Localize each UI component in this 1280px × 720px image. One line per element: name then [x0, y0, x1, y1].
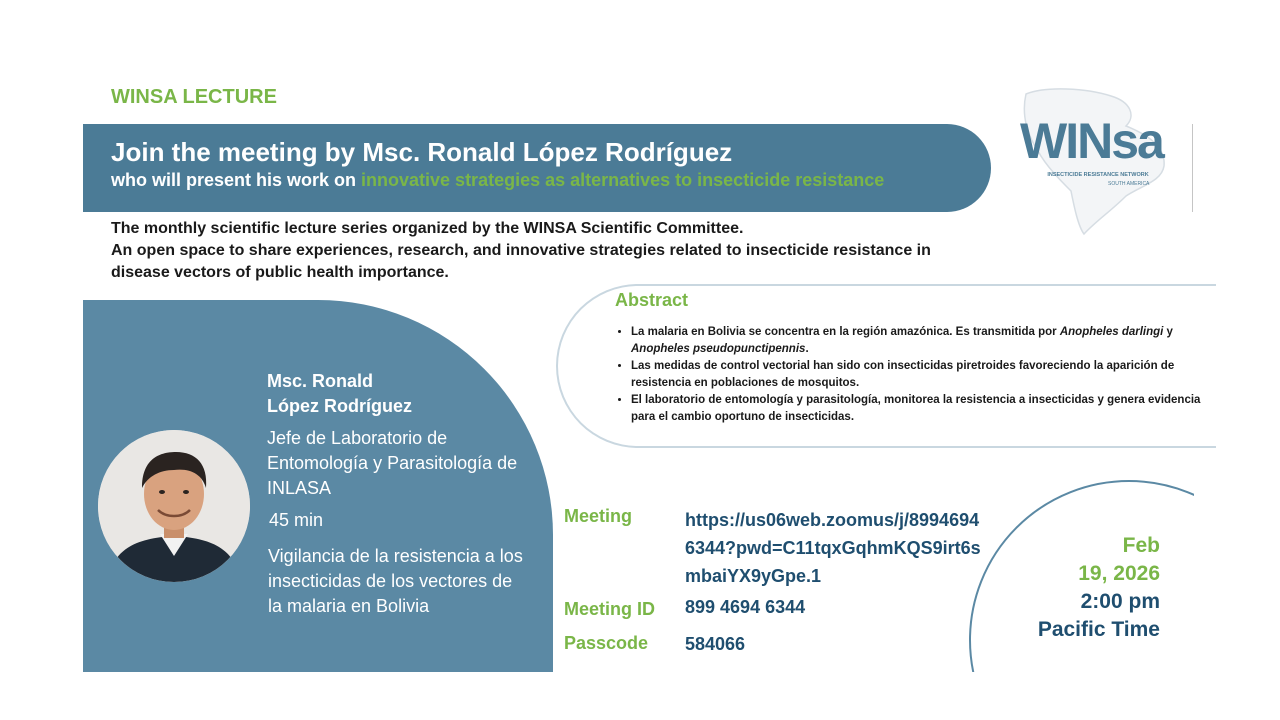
abstract-item: • La malaria en Bolivia se concentra en la región amazónica. Es transmitida por Anopheles darlingi y Anopheles pseudopunctipennis. — [631, 324, 1216, 358]
speaker-role: Jefe de Laboratorio de Entomología y Parasitología de INLASA — [267, 428, 518, 498]
date-month: Feb — [1122, 534, 1160, 557]
speaker-portrait-icon — [98, 430, 250, 582]
lecture-tag: WINSA LECTURE — [111, 86, 277, 108]
banner-subtitle — [111, 170, 884, 191]
winsa-logo — [1016, 86, 1176, 236]
speaker-photo — [98, 430, 250, 582]
logo-wordmark: WINsa — [1020, 113, 1163, 169]
meeting-link[interactable]: https://us06web.zoomus/j/89946946344?pwd=C11tqxGqhmKQS9irt6smbaiYX9yGpe.1 — [685, 510, 981, 586]
description-line-2: An open space to share experiences, research, and innovative strategies related to insecticide resistance in disease vectors of public health importance. — [111, 242, 931, 281]
event-time: 2:00 pm — [1080, 590, 1160, 613]
abstract-title: Abstract — [615, 290, 689, 310]
passcode-label: Passcode — [564, 633, 649, 653]
logo-region: SOUTH AMERICA — [1108, 181, 1150, 187]
logo-tagline: INSECTICIDE RESISTANCE NETWORK — [1047, 172, 1149, 178]
description-line-1: The monthly scientific lecture series organized by the WINSA Scientific Committee. — [111, 220, 744, 237]
lecture-description — [111, 218, 941, 284]
date-day-year: 19, 2026 — [1078, 562, 1160, 585]
passcode: 584066 — [685, 634, 746, 654]
meeting-id-label: Meeting ID — [564, 599, 656, 619]
abstract-item: • El laboratorio de entomología y parasitología, monitorea la resistencia a insecticidas y genera evidencia para el cambio oportuno de insecticidas. — [631, 392, 1216, 426]
speaker-name: Msc. Ronald López Rodríguez — [267, 371, 412, 416]
event-date — [1010, 532, 1160, 644]
subtitle-highlight: innovative strategies as alternatives to insecticide resistance — [361, 170, 885, 190]
logo-divider — [1192, 124, 1193, 212]
meeting-id: 899 4694 6344 — [685, 597, 806, 617]
event-timezone: Pacific Time — [1037, 618, 1160, 641]
abstract-item: • Las medidas de control vectorial han sido con insecticidas piretroides favoreciendo la aparición de resistencia en poblaciones de mosquitos. — [631, 358, 1216, 392]
talk-title: Vigilancia de la resistencia a los insecticidas de los vectores de la malaria en Bolivia — [268, 546, 523, 616]
abstract-list — [605, 324, 1216, 426]
subtitle-prefix: who will present his work on — [111, 170, 362, 190]
talk-duration: 45 min — [269, 510, 324, 530]
banner-title: Join the meeting by Msc. Ronald López Rodríguez — [111, 137, 733, 167]
meeting-label: Meeting — [564, 506, 633, 526]
